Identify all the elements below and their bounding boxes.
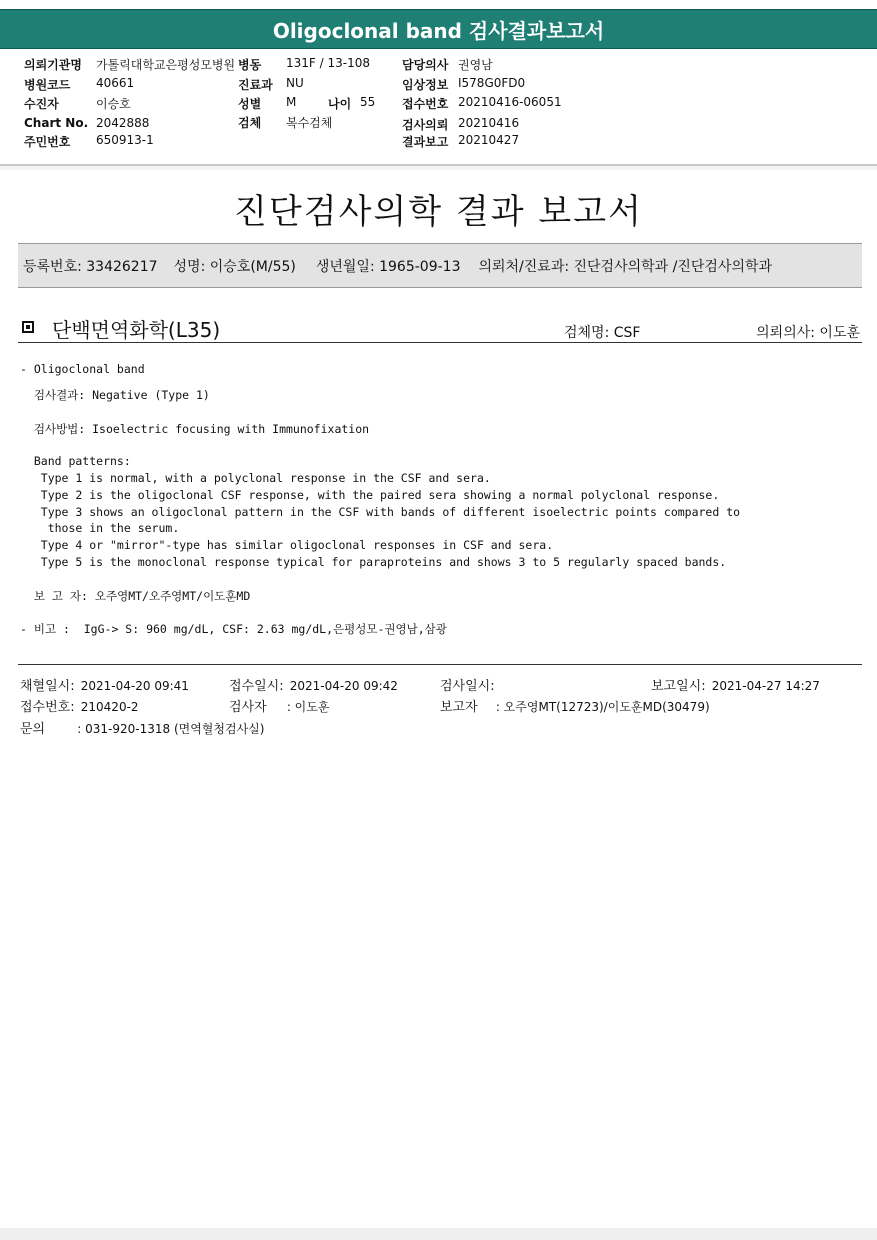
patient-name: 성명: 이승호(M/55) bbox=[173, 258, 296, 275]
section-title: 단백면역화학(L35) bbox=[52, 318, 221, 342]
report-header-title: Oligoclonal band 검사결과보고서 bbox=[0, 9, 877, 49]
band-pattern-line: Type 3 shows an oligoclonal pattern in the CSF with bands of different isoelectric points compared to bbox=[20, 505, 741, 519]
test-result: 검사결과: Negative (Type 1) bbox=[20, 388, 210, 402]
patient-info-bar bbox=[18, 243, 862, 288]
patient-dept: 의뢰처/진료과: 진단검사의학과 /진단검사의학과 bbox=[478, 258, 773, 275]
band-pattern-line: those in the serum. bbox=[20, 521, 180, 535]
reporter: 보고자 : 오주영MT(12723)/이도훈MD(30479) bbox=[440, 700, 710, 715]
report-title: 진단검사의학 결과 보고서 bbox=[234, 192, 643, 232]
examiner: 검사자 : 이도훈 bbox=[229, 700, 330, 715]
band-patterns-title: Band patterns: bbox=[20, 454, 131, 468]
test-method: 검사방법: Isoelectric focusing with Immunofixation bbox=[20, 422, 370, 436]
band-pattern-line: Type 5 is the monoclonal response typical for paraproteins and shows 3 to 5 regularly spaced bands. bbox=[20, 555, 727, 569]
exam-datetime: 검사일시: bbox=[440, 679, 495, 694]
section-doctor: 의뢰의사: 이도훈 bbox=[756, 325, 860, 341]
accession-number: 접수번호: 210420-2 bbox=[20, 700, 139, 715]
remark-line: - 비고 : IgG-> S: 960 mg/dL, CSF: 2.63 mg/dL,은평성모-권영남,삼광 bbox=[20, 622, 447, 636]
test-name: - Oligoclonal band bbox=[20, 362, 145, 376]
reporter-line: 보 고 자: 오주영MT/오주영MT/이도훈MD bbox=[20, 589, 251, 603]
band-pattern-line: Type 2 is the oligoclonal CSF response, with the paired sera showing a normal polyclonal response. bbox=[20, 488, 720, 502]
collect-datetime: 채혈일시: 2021-04-20 09:41 bbox=[20, 679, 189, 694]
page-bottom-strip bbox=[0, 1228, 877, 1240]
footer-divider bbox=[18, 664, 862, 665]
band-pattern-line: Type 1 is normal, with a polyclonal response in the CSF and sera. bbox=[20, 471, 491, 485]
meta-divider-shadow bbox=[0, 166, 877, 170]
report-page: Oligoclonal band 검사결과보고서 의뢰기관명 가톨릭대학교은평성모병원 병원코드 40661 수진자 이승호 Chart No. 2042888 주민번호 650913-1 병동 131F / 13-108 진료과 NU 성별 M 나이 55 검체 복수검체 담당의사 권영남 임상정보 I578G0FD0 접수번호 20210416-06051 검사의뢰 20210416 결과보고 20210427 진단검사의학 결과 보고서 등록번호: 33426217 성명: 이승호(M/55) 생년월일: 1965-09-13 의뢰처/진료과: 진단검사의학과 /진단검사의학과 단백면역화학(L35) 검체명: CSF 의뢰의사: 이도훈 - Oligoclonal band 검사결과: Negative (Type 1) 검사방법: Isoelectric focusing with Immunofixation Band patterns: Type 1 is normal, with a polyclonal response in the CSF and sera. Type 2 is the oligoclonal CSF response, with the paired sera showing a normal polyclonal response. Type 3 shows an oligoclonal pattern in the CSF with bands of different isoelectric points compared to those in the serum. Type 4 or "mirror"-type has similar oligoclonal responses in CSF and sera. Type 5 is the monoclonal response typical for paraproteins and shows 3 to 5 regularly spaced bands. 보 고 자: 오주영MT/오주영MT/이도훈MD - 비고 : IgG-> S: 960 mg/dL, CSF: 2.63 mg/dL,은평성모-권영남,삼광 채혈일시: 2021-04-20 09:41 접수일시: 2021-04-20 09:42 검사일시: 보고일시: 2021-04-27 14:27 접수번호: 210420-2 검사자 : 이도훈 보고자 : 오주영MT(12723)/이도훈MD(30479) 문의 : 031-920-1318 (면역혈청검사실) bbox=[0, 0, 877, 1240]
contact: 문의 : 031-920-1318 (면역혈청검사실) bbox=[20, 722, 265, 737]
section-header bbox=[18, 316, 862, 343]
report-datetime: 보고일시: 2021-04-27 14:27 bbox=[651, 679, 820, 694]
section-specimen: 검체명: CSF bbox=[564, 325, 641, 341]
patient-reg-no: 등록번호: 33426217 bbox=[23, 258, 158, 275]
receive-datetime: 접수일시: 2021-04-20 09:42 bbox=[229, 679, 398, 694]
section-square-icon bbox=[22, 321, 34, 333]
band-pattern-line: Type 4 or "mirror"-type has similar oligoclonal responses in CSF and sera. bbox=[20, 538, 554, 552]
patient-dob: 생년월일: 1965-09-13 bbox=[315, 258, 461, 275]
